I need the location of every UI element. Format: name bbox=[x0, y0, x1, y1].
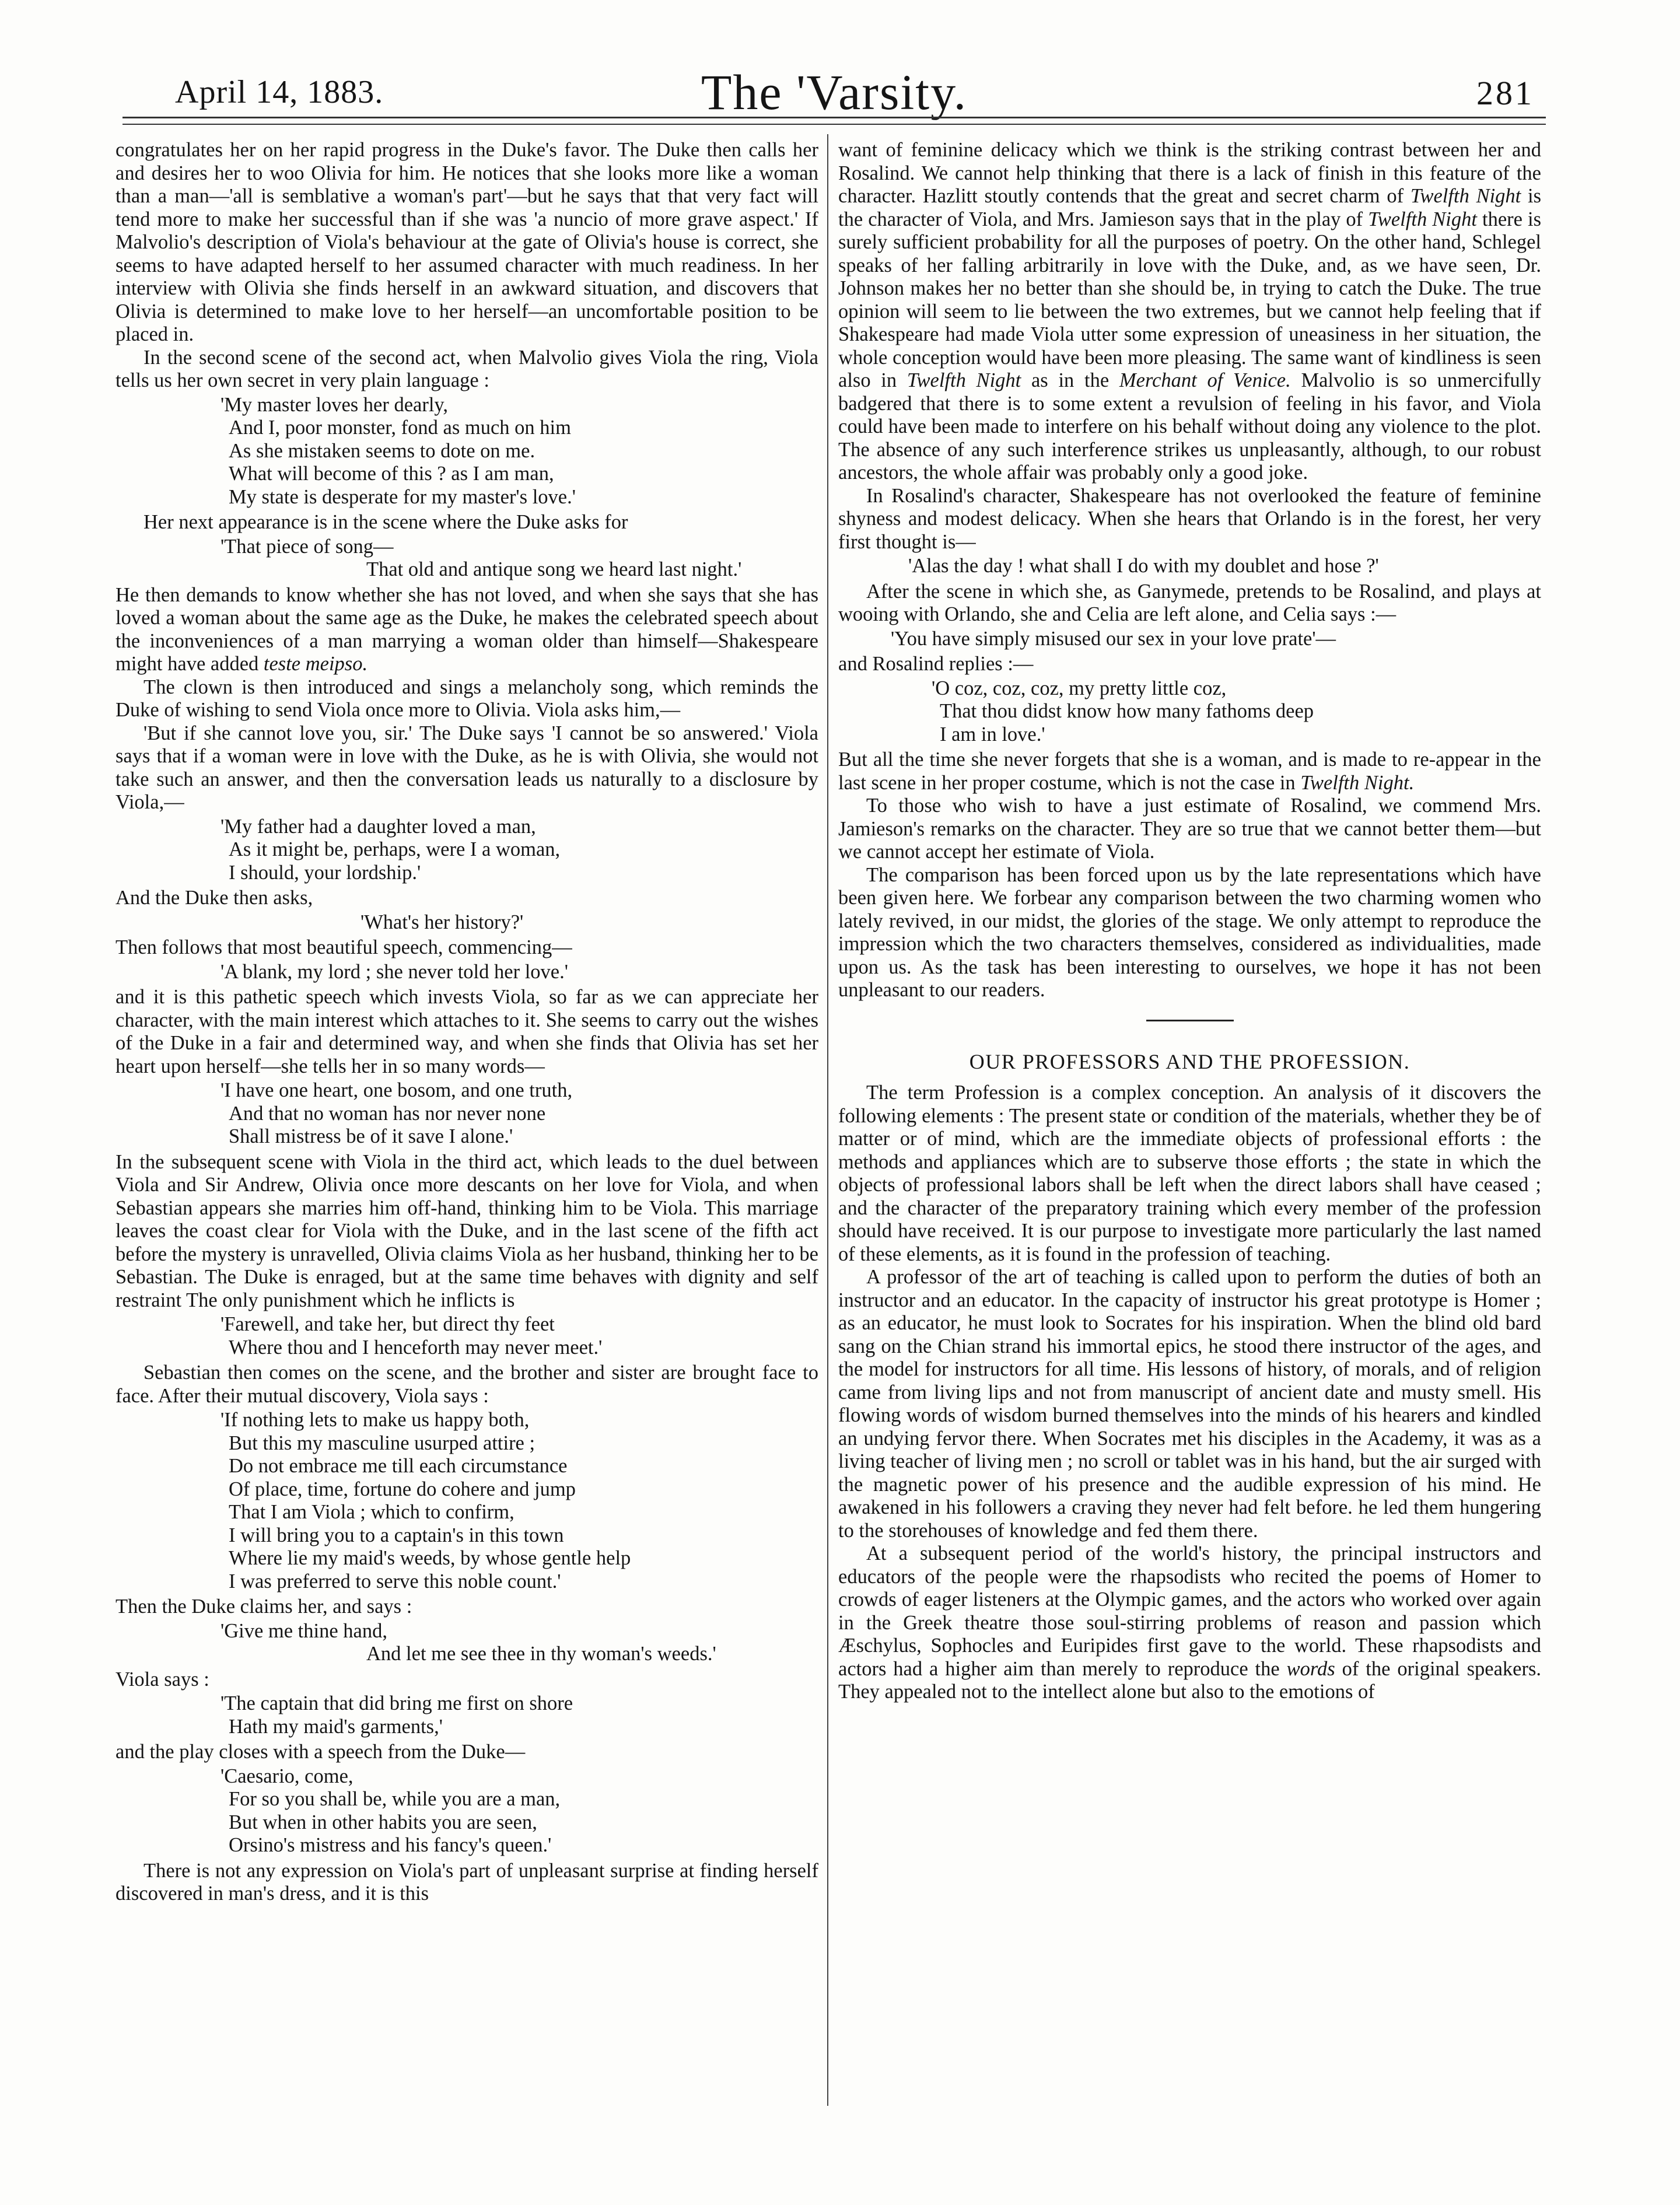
verse-line: 'If nothing lets to make us happy both, bbox=[220, 1409, 530, 1431]
verse-line: 'O coz, coz, coz, my pretty little coz, bbox=[932, 677, 1227, 699]
paragraph: In Rosalind's character, Shakespeare has not overlooked the feature of feminine shyness and modest delicacy. When she hears that Orlando is in the forest, her very first thought is— bbox=[838, 484, 1541, 553]
paragraph-text: At a subsequent period of the world's history, the principal instructors and educators of the people were the rhapsodists who recited the poems of Homer to crowds of eager listeners at the Olympic games, and the actors who worked over again in the Greek theatre those soul-stirring problems of reason and passion which Æschylus, Sophocles and Euripides first gave to the world. These rhapsodists and actors had a higher aim than merely to reproduce the bbox=[838, 1542, 1541, 1680]
verse-line: Of place, time, fortune do cohere and jump bbox=[229, 1478, 576, 1500]
verse-line: And that no woman has nor never none bbox=[229, 1102, 546, 1125]
verse-line: 'Alas the day ! what shall I do with my doublet and hose ?' bbox=[908, 555, 1379, 577]
verse-line: I will bring you to a captain's in this town bbox=[229, 1524, 564, 1546]
paragraph: In the second scene of the second act, when Malvolio gives Viola the ring, Viola tells us her own secret in very plain language : bbox=[116, 346, 818, 391]
verse-quote bbox=[220, 816, 818, 885]
newspaper-title: The 'Varsity. bbox=[701, 64, 968, 120]
section-divider bbox=[1146, 1020, 1234, 1021]
verse-line: But when in other habits you are seen, bbox=[229, 1811, 537, 1833]
paragraph: Her next appearance is in the scene where the Duke asks for bbox=[144, 511, 628, 533]
paragraph: Sebastian then comes on the scene, and the brother and sister are brought face to face. After their mutual discovery, Viola says : bbox=[116, 1362, 818, 1407]
verse-line: That I am Viola ; which to confirm, bbox=[229, 1501, 514, 1523]
italic-word: words bbox=[1286, 1657, 1335, 1680]
verse-line: 'The captain that did bring me first on shore bbox=[220, 1692, 573, 1714]
issue-date: April 14, 1883. bbox=[175, 74, 384, 110]
paragraph: In the subsequent scene with Viola in the third act, which leads to the duel between Viola and Sir Andrew, Olivia once more descants on her love for Viola, and when Sebastian appears she marries him off-hand, thinking him to be Viola. This marriage leaves the coast clear for Viola with the Duke, and in the last scene of the fifth act before the mystery is unravelled, Olivia claims Viola as her husband, thinking her to be Sebastian. The Duke is enraged, but at the same time behaves with dignity and self restraint The only punishment which he inflicts is bbox=[116, 1150, 818, 1311]
verse-line: As it might be, perhaps, were I a woman, bbox=[229, 838, 561, 860]
verse-line: Do not embrace me till each circumstance bbox=[229, 1455, 568, 1477]
section-heading: OUR PROFESSORS AND THE PROFESSION. bbox=[969, 1049, 1410, 1073]
paragraph: To those who wish to have a just estimate of Rosalind, we commend Mrs. Jamieson's remarks on the character. They are so true that we cannot better them—but we cannot accept her estimate of Viola. bbox=[838, 794, 1541, 863]
verse-line: My state is desperate for my master's love.' bbox=[229, 485, 576, 508]
verse-line: For so you shall be, while you are a man, bbox=[229, 1788, 561, 1810]
verse-line: That old and antique song we heard last night.' bbox=[366, 558, 742, 580]
paragraph bbox=[116, 584, 818, 676]
verse-quote bbox=[891, 628, 1541, 651]
verse-line: 'Farewell, and take her, but direct thy feet bbox=[220, 1313, 555, 1335]
verse-quote bbox=[220, 961, 818, 984]
verse-line: 'Caesario, come, bbox=[220, 1765, 354, 1787]
paragraph: And the Duke then asks, bbox=[116, 887, 313, 909]
verse-line: 'That piece of song— bbox=[220, 535, 394, 558]
paragraph: and it is this pathetic speech which invests Viola, so far as we can appreciate her character, with the main interest which attaches to it. She seems to carry out the wishes of the Duke in a fair and determined way, and when she finds that Olivia has set her heart upon herself—she tells her in so many words— bbox=[116, 986, 818, 1077]
masthead-rule bbox=[123, 117, 1546, 118]
verse-quote bbox=[220, 394, 818, 509]
paragraph: 'But if she cannot love you, sir.' The Duke says 'I cannot be so answered.' Viola says that if a woman were in love with the Duke, as he is with Olivia, she would not take such an answer, and then the conversation leads us naturally to a disclosure by Viola,— bbox=[116, 722, 818, 813]
verse-line: What will become of this ? as I am man, bbox=[229, 463, 554, 485]
paragraph: congratulates her on her rapid progress in the Duke's favor. The Duke then calls her and desires her to woo Olivia for him. He notices that she looks more like a woman than a man—'all is semblative a woman's part'—but he says that that very fact will tend more to make her successful than if she was 'a nuncio of more grave aspect.' If Malvolio's description of Viola's behaviour at the gate of Olivia's house is correct, she seems to have adapted herself to her assumed character with much readiness. In her interview with Olivia she finds herself in an awkward situation, and discovers that Olivia is determined to make love to her herself—an uncomfortable position to be placed in. bbox=[116, 139, 818, 345]
verse-quote bbox=[220, 1765, 818, 1857]
paragraph: The clown is then introduced and sings a melancholy song, which reminds the Duke of wishing to send Viola once more to Olivia. Viola asks him,— bbox=[116, 676, 818, 721]
paragraph: Then the Duke claims her, and says : bbox=[116, 1595, 412, 1618]
verse-line: As she mistaken seems to dote on me. bbox=[229, 439, 536, 462]
paragraph: Then follows that most beautiful speech, commencing— bbox=[116, 936, 572, 958]
verse-quote bbox=[220, 1079, 818, 1149]
page-number: 281 bbox=[1476, 74, 1534, 112]
verse-line: That thou didst know how many fathoms deep bbox=[940, 700, 1314, 722]
paragraph: and the play closes with a speech from the Duke— bbox=[116, 1741, 526, 1763]
verse-quote bbox=[220, 1313, 818, 1359]
paragraph: and Rosalind replies :— bbox=[838, 653, 1034, 675]
verse-quote bbox=[932, 677, 1541, 747]
italic-title: Twelfth Night bbox=[1368, 208, 1477, 230]
verse-quote bbox=[908, 555, 1541, 578]
verse-line: I should, your lordship.' bbox=[229, 861, 421, 884]
left-column bbox=[116, 139, 818, 1906]
paragraph: There is not any expression on Viola's part of unpleasant surprise at finding herself discovered in man's dress, and it is this bbox=[116, 1859, 818, 1905]
paragraph bbox=[838, 748, 1541, 794]
paragraph bbox=[838, 1542, 1541, 1704]
verse-line: Where thou and I henceforth may never meet.' bbox=[229, 1336, 603, 1359]
masthead-rule-thin bbox=[123, 124, 1546, 125]
verse-line: 'I have one heart, one bosom, and one truth, bbox=[220, 1079, 573, 1101]
paragraph-text: But all the time she never forgets that she is a woman, and is made to re-appear in the last scene in her proper costume, which is not the case in bbox=[838, 748, 1541, 794]
verse-line: 'My master loves her dearly, bbox=[220, 393, 449, 416]
verse-line: 'Give me thine hand, bbox=[220, 1619, 387, 1642]
paragraph: The term Profession is a complex conception. An analysis of it discovers the following elements : The present state or condition of the materials, whether they be of matter or of mind, which are the immediate objects of professional efforts : the methods and appliances which are to subserve those efforts ; the state in which the objects of professional labors shall be left when the direct labors shall have ceased ; and the character of the preparatory training which every member of the profession should have received. It is our purpose to investigate more particularly the last named of these elements, as it is found in the profession of teaching. bbox=[838, 1082, 1541, 1265]
italic-title: Twelfth Night bbox=[907, 369, 1021, 391]
verse-line: Hath my maid's garments,' bbox=[229, 1715, 443, 1738]
verse-line: 'What's her history?' bbox=[360, 911, 524, 933]
verse-quote bbox=[220, 1620, 818, 1666]
verse-quote bbox=[220, 536, 818, 582]
paragraph: After the scene in which she, as Ganymede, pretends to be Rosalind, and plays at wooing with Orlando, she and Celia are left alone, and Celia says :— bbox=[838, 580, 1541, 625]
right-column bbox=[838, 139, 1541, 1704]
verse-line: Where lie my maid's weeds, by whose gentle help bbox=[229, 1547, 631, 1569]
verse-line: And I, poor monster, fond as much on him bbox=[229, 416, 571, 439]
italic-title: Twelfth Night bbox=[1410, 185, 1521, 207]
paragraph-text: is the character of Viola, and Mrs. Jamieson says that in the play of bbox=[838, 185, 1542, 230]
verse-line: Shall mistress be of it save I alone.' bbox=[229, 1125, 513, 1147]
paragraph: A professor of the art of teaching is called upon to perform the duties of both an instructor and an educator. In the capacity of instructor his great prototype is Homer ; as an educator, he must look to Socrates for his inspiration. When the blind old bard sang on the Chian strand his immortal epics, he stood there instructor of the ages, and the model for instructors for all time. His lessons of history, of morals, and of religion came from living lips and not from manuscript of ancient date and musty smell. His flowing words of wisdom burned themselves into the minds of his hearers and kindled an undying fervor there. When Socrates met his disciples in the Academy, it was as a living teacher of living men ; no scroll or tablet was in his hand, but the air surged with the magnetic power of his presence and the audible expression of his mind. He awakened in his followers a craving they never had felt before. he led them hungering to the storehouses of knowledge and fed them there. bbox=[838, 1266, 1541, 1542]
paragraph: The comparison has been forced upon us by the late representations which have been given here. We forbear any comparison between the two charming women who lately revived, in our midst, the glories of the stage. We only attempt to reproduce the impression which the two characters themselves, considered as individualities, made upon us. As the task has been interesting to ourselves, we hope it has not been unpleasant to our readers. bbox=[838, 863, 1541, 1001]
paragraph-text: there is surely sufficient probability for all the purposes of poetry. On the other hand, Schlegel speaks of her falling arbitrarily in love with the Duke, and, as we have seen, Dr. Johnson makes her no better than she should be, in trying to catch the Duke. The true opinion will seem to lie between the two extremes, but we cannot help feeling that if Shakespeare had made Viola utter some expression of uneasiness in her situation, the whole conception would have been more pleasing. The same want of kindliness is seen also in bbox=[838, 208, 1542, 391]
verse-quote bbox=[220, 1692, 818, 1738]
paragraph: Viola says : bbox=[116, 1668, 209, 1690]
column-divider bbox=[827, 134, 828, 2106]
verse-line: 'A blank, my lord ; she never told her love.' bbox=[220, 960, 568, 983]
italic-title: Merchant of Venice. bbox=[1119, 369, 1291, 391]
italic-title: Twelfth Night. bbox=[1300, 771, 1415, 794]
paragraph-text: as in the bbox=[1031, 369, 1110, 391]
verse-quote bbox=[220, 1409, 818, 1593]
verse-line: 'You have simply misused our sex in your love prate'— bbox=[891, 627, 1336, 650]
verse-line: I am in love.' bbox=[940, 723, 1045, 746]
verse-line: And let me see thee in thy woman's weeds.' bbox=[366, 1643, 716, 1665]
verse-line: 'My father had a daughter loved a man, bbox=[220, 815, 536, 838]
verse-quote bbox=[360, 911, 818, 935]
paragraph-text: of the original speakers. They appealed not to the intellect alone but also to the emotions of bbox=[838, 1657, 1542, 1703]
verse-line: I was preferred to serve this noble count.' bbox=[229, 1570, 561, 1592]
masthead bbox=[128, 63, 1540, 121]
verse-line: Orsino's mistress and his fancy's queen.' bbox=[229, 1834, 552, 1856]
paragraph bbox=[838, 139, 1541, 485]
paragraph-text: Malvolio is so unmercifully badgered that there is to some extent a revulsion of feeling in his favor, and Viola could have been made to interfere on his behalf without doing any violence to the plot. The absence of any such interference strikes us unpleasantly, although, to our robust ancestors, the whole affair was probably only a good joke. bbox=[838, 369, 1541, 484]
paragraph-text: want of feminine delicacy which we think is the striking contrast between her and Rosalind. We cannot help thinking that there is a lack of finish in this feature of the character. Hazlitt stoutly contends that the great and secret charm of bbox=[838, 139, 1541, 207]
verse-line: But this my masculine usurped attire ; bbox=[229, 1432, 536, 1454]
italic-phrase: teste meipso. bbox=[263, 653, 368, 675]
paragraph-text: He then demands to know whether she has not loved, and when she says that she has loved a woman about the same age as the Duke, he makes the celebrated speech about the inconveniences of a man marrying a woman older than himself—Shakespeare might have added bbox=[116, 583, 818, 675]
